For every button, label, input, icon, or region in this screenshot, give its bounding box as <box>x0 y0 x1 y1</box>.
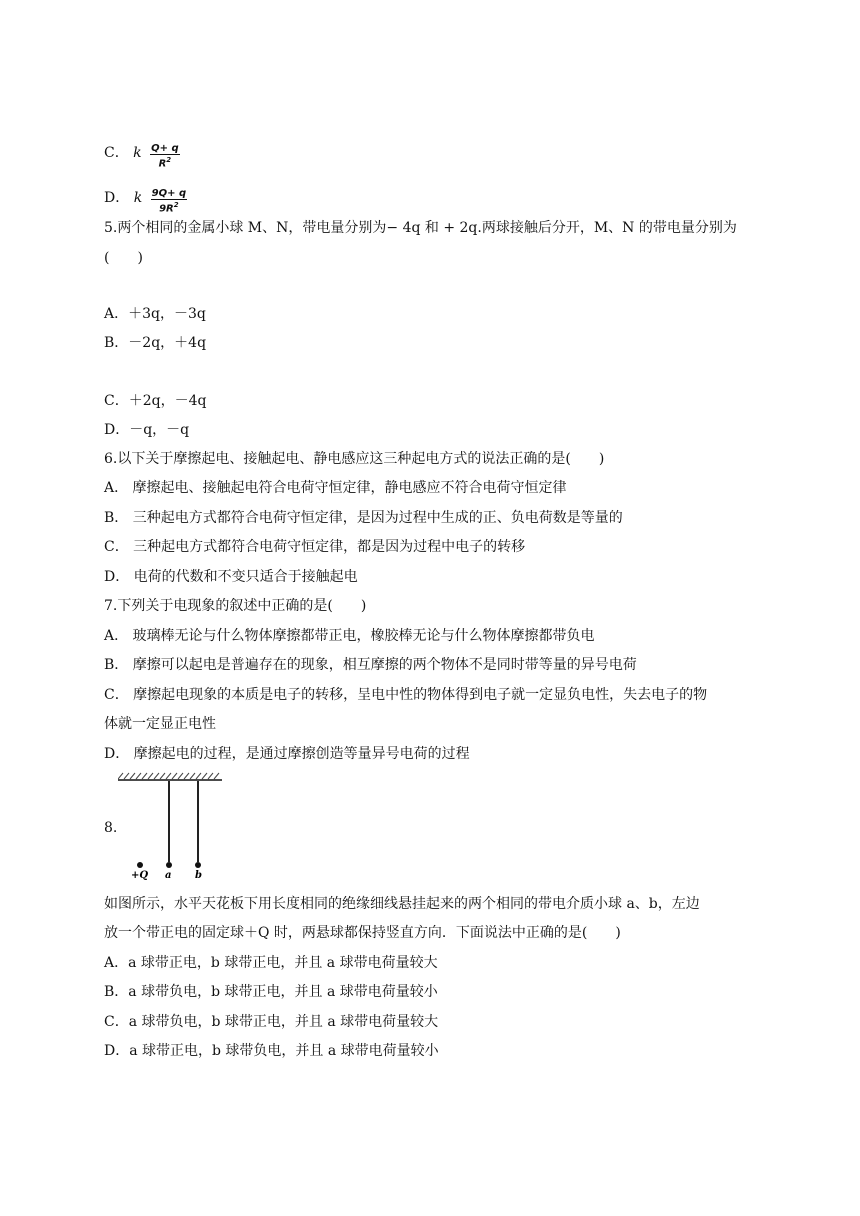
q8-figure-hanging-balls <box>118 770 226 882</box>
q4-option-c-numerator: Q+ q <box>151 143 179 154</box>
ball-a <box>166 862 172 868</box>
q7-option-a: A． 玻璃棒无论与什么物体摩擦都带正电，橡胶棒无论与什么物体摩擦都带负电 <box>104 628 595 644</box>
q4-option-d-label: D． <box>104 190 130 207</box>
q8-option-a: A．a 球带正电，b 球带正电，并且 a 球带电荷量较大 <box>104 955 438 971</box>
q4-option-d <box>104 182 187 214</box>
q4-option-c-constant: k <box>133 145 142 162</box>
q7-option-c-line2: 体就一定显正电性 <box>104 716 216 732</box>
q5-stem-line2: ( ) <box>104 250 143 266</box>
q4-option-c-denominator: R <box>158 158 167 170</box>
q8-stem-line2: 放一个带正电的固定球＋Q 时，两悬球都保持竖直方向．下面说法中正确的是( ) <box>104 925 621 941</box>
q4-option-d-constant: k <box>133 190 143 207</box>
q8-option-c: C．a 球带负电，b 球带正电，并且 a 球带电荷量较大 <box>104 1014 439 1030</box>
q4-option-c-exponent: 2 <box>166 156 172 164</box>
q5-option-a: A．＋3q，－3q <box>104 306 206 322</box>
q8-stem-line1: 如图所示，水平天花板下用长度相同的绝缘细线悬挂起来的两个相同的带电介质小球 a、b，左边 <box>104 896 700 912</box>
q4-option-c-fraction <box>150 137 180 169</box>
q7-option-c-line1: C． 摩擦起电现象的本质是电子的转移，呈电中性的物体得到电子就一定显负电性，失去电子的物 <box>104 687 708 703</box>
ball-b <box>195 862 201 868</box>
label-charge: +Q <box>131 870 149 881</box>
q8-option-b: B．a 球带负电，b 球带正电，并且 a 球带电荷量较小 <box>104 984 438 1000</box>
q8-number: 8. <box>104 820 118 836</box>
q5-stem-line1: 5.两个相同的金属小球 M、N，带电量分别为− 4q 和 + 2q.两球接触后分开，M、N 的带电量分别为 <box>104 220 737 236</box>
q5-option-d: D．－q，－q <box>104 422 190 438</box>
q8-option-d: D．a 球带正电，b 球带负电，并且 a 球带电荷量较小 <box>104 1043 439 1059</box>
fixed-charge-ball <box>137 862 143 868</box>
q6-option-b: B． 三种起电方式都符合电荷守恒定律，是因为过程中生成的正、负电荷数是等量的 <box>104 510 623 526</box>
q5-option-c: C．＋2q，－4q <box>104 393 207 409</box>
q4-option-d-fraction <box>151 182 187 214</box>
q4-option-d-denominator: 9R <box>159 203 174 215</box>
q7-option-b: B． 摩擦可以起电是普遍存在的现象，相互摩擦的两个物体不是同时带等量的异号电荷 <box>104 657 637 673</box>
q6-option-a: A． 摩擦起电、接触起电符合电荷守恒定律，静电感应不符合电荷守恒定律 <box>104 480 567 496</box>
q6-option-c: C． 三种起电方式都符合电荷守恒定律，都是因为过程中电子的转移 <box>104 539 526 555</box>
q4-option-d-numerator: 9Q+ q <box>151 188 187 199</box>
q4-option-d-exponent: 2 <box>173 201 179 209</box>
q6-stem: 6.以下关于摩擦起电、接触起电、静电感应这三种起电方式的说法正确的是( ) <box>104 451 605 467</box>
label-a: a <box>165 870 172 881</box>
q4-option-c-label: C． <box>104 145 129 162</box>
q7-stem: 7.下列关于电现象的叙述中正确的是( ) <box>104 598 367 614</box>
q5-option-b: B．－2q，＋4q <box>104 335 207 351</box>
q6-option-d: D． 电荷的代数和不变只适合于接触起电 <box>104 569 358 585</box>
q7-option-d: D． 摩擦起电的过程，是通过摩擦创造等量异号电荷的过程 <box>104 746 470 762</box>
ceiling-hatching <box>118 773 222 780</box>
q4-option-c <box>104 137 180 169</box>
label-b: b <box>195 870 202 881</box>
